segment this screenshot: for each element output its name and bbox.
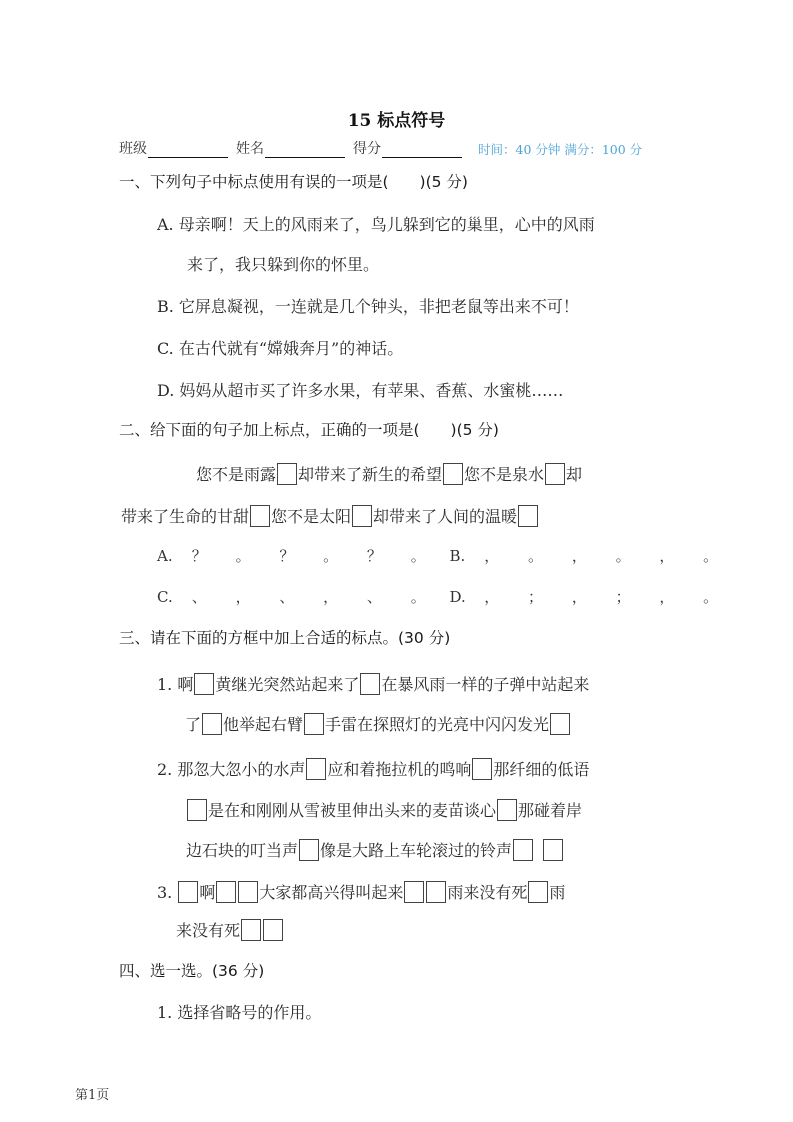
page-number: 第1页	[75, 1088, 110, 1103]
text-fragment: 却带来了人间的温暖	[373, 507, 518, 526]
q2-line2	[186, 798, 582, 821]
choice-mark: 。	[615, 547, 631, 565]
punct-box[interactable]	[513, 839, 533, 861]
question-number: 1.	[157, 675, 173, 694]
choice-mark: 、	[191, 588, 207, 606]
choice-row-cd	[157, 586, 723, 607]
punct-box[interactable]	[202, 713, 222, 735]
punct-box[interactable]	[443, 463, 463, 485]
punct-box[interactable]	[545, 463, 565, 485]
choice-a-label: A.	[157, 547, 173, 565]
text-fragment: 像是大路上车轮滚过的铃声	[320, 841, 513, 860]
punct-box[interactable]	[238, 881, 258, 903]
section-2-sentence-line2	[121, 504, 539, 527]
q2-line3	[186, 838, 564, 861]
choice-mark: ，	[235, 588, 251, 606]
score-field[interactable]	[382, 143, 462, 158]
choice-mark: 。	[410, 588, 426, 606]
text-fragment: 边石块的叮当声	[186, 841, 299, 860]
text-fragment: 那纤细的低语	[493, 760, 590, 779]
choice-mark: 。	[703, 547, 719, 565]
option-a-line2: 来了，我只躲到你的怀里。	[187, 255, 380, 274]
q2-line1	[157, 757, 589, 780]
q1-line2	[185, 712, 571, 735]
choice-mark: ，	[659, 547, 675, 565]
punct-box[interactable]	[543, 839, 563, 861]
choice-mark: 、	[279, 588, 295, 606]
text-fragment: 他举起右臂	[223, 715, 304, 734]
score-label: 得分	[353, 141, 381, 157]
punct-box[interactable]	[187, 799, 207, 821]
text-fragment: 那忽大忽小的水声	[177, 760, 306, 779]
punct-box[interactable]	[360, 673, 380, 695]
class-field[interactable]	[148, 143, 228, 158]
text-fragment: 来没有死	[176, 921, 241, 940]
choice-mark: ，	[484, 588, 500, 606]
choice-mark: ，	[484, 547, 500, 565]
choice-mark: ？	[366, 547, 382, 565]
text-fragment: 是在和刚刚从雪被里伸出头来的麦苗谈心	[208, 801, 497, 820]
question-number: 2.	[157, 760, 173, 779]
option-a-line1: A. 母亲啊！天上的风雨来了，鸟儿躲到它的巢里，心中的风雨	[157, 215, 595, 234]
choice-mark: ？	[279, 547, 295, 565]
text-fragment: 啊	[177, 675, 194, 694]
q3-line2	[176, 918, 284, 941]
choice-b-label: B.	[449, 547, 466, 565]
choice-c-label: C.	[157, 588, 173, 606]
choice-mark: 、	[366, 588, 382, 606]
punct-box[interactable]	[528, 881, 548, 903]
q3-line1	[157, 880, 565, 903]
text-fragment: 啊	[199, 883, 216, 902]
punct-box[interactable]	[518, 505, 538, 527]
q1-line1	[157, 672, 589, 695]
choice-mark: 。	[410, 547, 426, 565]
class-label: 班级	[119, 141, 147, 157]
section-2-heading: 二、给下面的句子加上标点，正确的一项是( )(5 分)	[119, 421, 499, 439]
choice-mark: 。	[528, 547, 544, 565]
choice-mark: ，	[571, 588, 587, 606]
punct-box[interactable]	[497, 799, 517, 821]
text-fragment: 手雷在探照灯的光亮中闪闪发光	[325, 715, 550, 734]
text-fragment: 黄继光突然站起来了	[215, 675, 360, 694]
question-number: 3.	[157, 883, 173, 902]
section-1-heading: 一、下列句子中标点使用有误的一项是( )(5 分)	[119, 173, 468, 191]
text-fragment: 应和着拖拉机的鸣响	[327, 760, 472, 779]
punct-box[interactable]	[263, 919, 283, 941]
section-4-q1: 1. 选择省略号的作用。	[157, 1003, 322, 1022]
name-label: 姓名	[236, 141, 264, 157]
option-d: D. 妈妈从超市买了许多水果，有苹果、香蕉、水蜜桃……	[157, 381, 564, 400]
punct-box[interactable]	[250, 505, 270, 527]
choice-row-ab	[157, 545, 723, 566]
section-3-heading: 三、请在下面的方框中加上合适的标点。(30 分)	[119, 629, 451, 647]
text-fragment: 带来了生命的甘甜	[121, 507, 250, 526]
text-fragment: 那碰着岸	[518, 801, 583, 820]
option-c: C. 在古代就有“嫦娥奔月”的神话。	[157, 339, 404, 358]
page-title: 15 标点符号	[347, 111, 446, 131]
student-info-bar	[119, 138, 642, 158]
choice-d-label: D.	[449, 588, 466, 606]
punct-box[interactable]	[426, 881, 446, 903]
text-fragment: 雨来没有死	[447, 883, 528, 902]
choice-mark: ，	[659, 588, 675, 606]
choice-mark: ；	[615, 588, 631, 606]
punct-box[interactable]	[304, 713, 324, 735]
section-2-sentence-line1	[196, 462, 582, 485]
choice-mark: 。	[323, 547, 339, 565]
text-fragment: 您不是太阳	[271, 507, 352, 526]
text-fragment: 却带来了新生的希望	[298, 465, 443, 484]
option-b: B. 它屏息凝视，一连就是几个钟头，非把老鼠等出来不可！	[157, 297, 579, 316]
punct-box[interactable]	[241, 919, 261, 941]
punct-box[interactable]	[472, 758, 492, 780]
punct-box[interactable]	[299, 839, 319, 861]
choice-mark: 。	[703, 588, 719, 606]
text-fragment: 您不是泉水	[464, 465, 545, 484]
choice-mark: ？	[191, 547, 207, 565]
text-fragment: 雨	[549, 883, 566, 902]
choice-mark: ，	[571, 547, 587, 565]
choice-mark: ；	[528, 588, 544, 606]
punct-box[interactable]	[550, 713, 570, 735]
punct-box[interactable]	[306, 758, 326, 780]
text-fragment: 却	[566, 465, 583, 484]
text-fragment: 大家都高兴得叫起来	[259, 883, 404, 902]
punct-box[interactable]	[194, 673, 214, 695]
text-fragment: 在暴风雨一样的子弹中站起来	[381, 675, 590, 694]
time-score-meta: 时间：40 分钟 满分：100 分	[478, 142, 643, 157]
text-fragment: 了	[185, 715, 202, 734]
punct-box[interactable]	[352, 505, 372, 527]
punct-box[interactable]	[404, 881, 424, 903]
punct-box[interactable]	[277, 463, 297, 485]
choice-mark: ，	[323, 588, 339, 606]
choice-mark: 。	[235, 547, 251, 565]
section-4-heading: 四、选一选。(36 分)	[119, 962, 265, 980]
punct-box[interactable]	[216, 881, 236, 903]
text-fragment: 您不是雨露	[196, 465, 277, 484]
punct-box[interactable]	[178, 881, 198, 903]
name-field[interactable]	[265, 143, 345, 158]
